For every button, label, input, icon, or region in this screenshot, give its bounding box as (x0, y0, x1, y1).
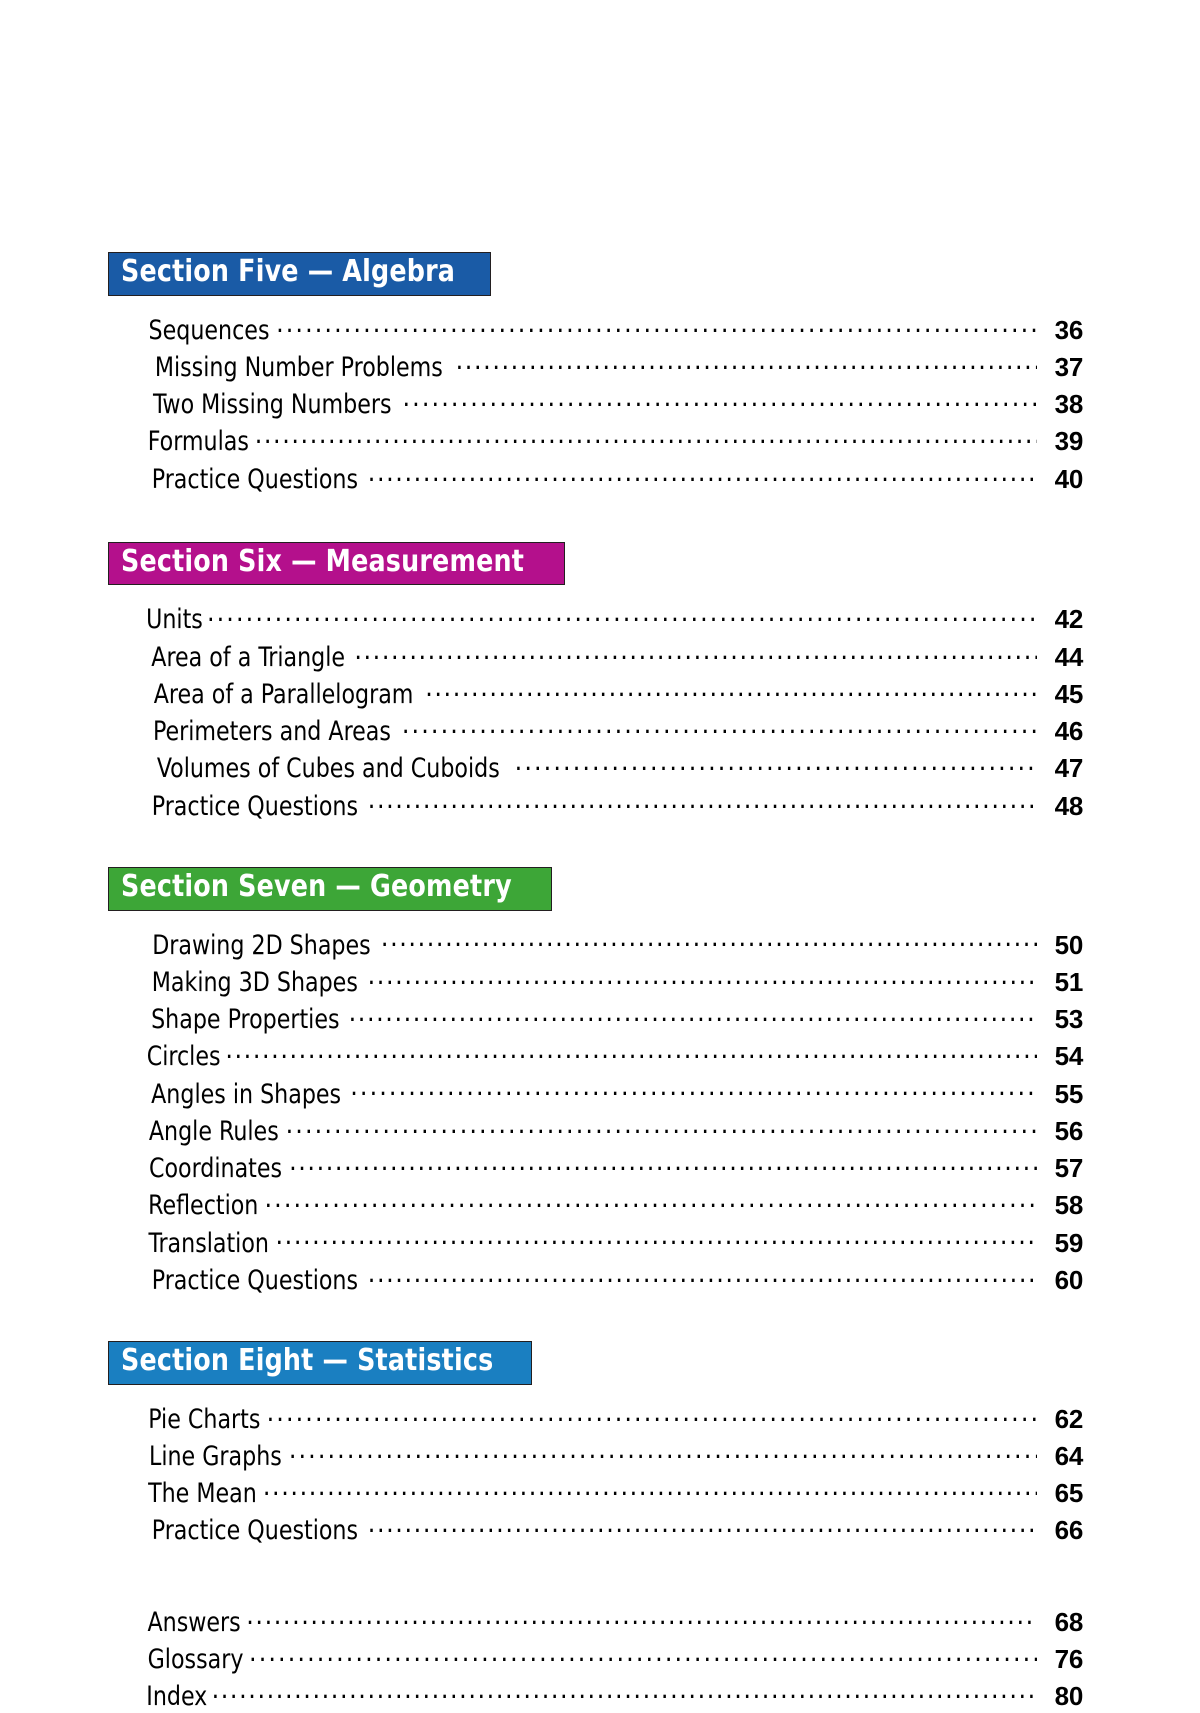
section-banner-label: Section Six — Measurement (121, 543, 525, 579)
section-banner-section-five (108, 252, 491, 296)
toc-entry-page: 44 (1054, 641, 1083, 672)
table-of-contents (108, 252, 1083, 1713)
toc-entry-page: 80 (1054, 1681, 1083, 1712)
toc-entry-title: Answers (147, 1606, 241, 1638)
section-entries-section-eight (108, 1399, 1083, 1548)
toc-entry[interactable] (144, 1639, 1083, 1676)
toc-entry[interactable] (144, 999, 1083, 1036)
toc-entry[interactable] (144, 1676, 1083, 1713)
toc-entry-page: 65 (1054, 1478, 1083, 1509)
toc-leader-dots (265, 1188, 1037, 1215)
toc-entry[interactable] (144, 962, 1083, 999)
toc-entry-page: 62 (1054, 1403, 1083, 1434)
section-spacer (108, 496, 1083, 542)
toc-entry[interactable] (144, 748, 1083, 785)
toc-leader-dots (276, 1225, 1038, 1252)
toc-entry-title: Missing Number Problems (154, 351, 443, 383)
toc-entry-page: 40 (1054, 463, 1083, 494)
section-block-section-five (108, 252, 1083, 496)
toc-entry-page: 47 (1054, 753, 1083, 784)
toc-leader-dots (368, 964, 1037, 991)
section-entries-section-six (108, 599, 1083, 823)
toc-leader-dots (368, 788, 1037, 815)
toc-entry-page: 56 (1054, 1115, 1083, 1146)
toc-entry[interactable] (144, 1473, 1083, 1510)
toc-entry-page: 64 (1054, 1440, 1083, 1471)
toc-entry-page: 51 (1054, 966, 1083, 997)
toc-entry-page: 66 (1054, 1515, 1083, 1546)
toc-entry-title: The Mean (148, 1478, 257, 1510)
toc-entry-page: 45 (1054, 678, 1083, 709)
toc-entry-page: 60 (1054, 1264, 1083, 1295)
toc-entry[interactable] (144, 1510, 1083, 1547)
toc-entry[interactable] (144, 925, 1083, 962)
toc-entry-title: Line Graphs (148, 1440, 282, 1472)
toc-entry[interactable] (144, 1602, 1083, 1639)
section-block-section-six (108, 542, 1083, 823)
toc-leader-dots (368, 1513, 1037, 1540)
toc-entry-page: 36 (1054, 314, 1083, 345)
toc-leader-dots (225, 1039, 1037, 1066)
back-matter-spacer (108, 1548, 1083, 1602)
toc-entry[interactable] (144, 599, 1083, 636)
section-block-section-eight (108, 1341, 1083, 1548)
section-banner-label: Section Seven — Geometry (121, 868, 512, 904)
toc-entry-title: Making 3D Shapes (151, 966, 358, 998)
toc-entry-title: Formulas (147, 426, 249, 458)
toc-entry[interactable] (144, 310, 1083, 347)
section-banner-label: Section Five — Algebra (121, 254, 456, 289)
toc-entry-page: 37 (1054, 351, 1083, 382)
toc-entry-title: Reflection (148, 1190, 259, 1222)
section-banner-section-seven (108, 867, 552, 911)
toc-leader-dots (381, 927, 1037, 954)
toc-entry-title: Coordinates (149, 1153, 283, 1185)
toc-entry[interactable] (144, 1111, 1083, 1148)
toc-leader-dots (212, 1679, 1037, 1706)
toc-entry[interactable] (144, 1223, 1083, 1260)
toc-leader-dots (289, 1438, 1037, 1465)
toc-entry-page: 54 (1054, 1041, 1083, 1072)
toc-entry-title: Shape Properties (151, 1004, 340, 1036)
toc-entry[interactable] (144, 637, 1083, 674)
toc-entry[interactable] (144, 1036, 1083, 1073)
toc-entry-page: 48 (1054, 790, 1083, 821)
toc-leader-dots (249, 1641, 1037, 1668)
toc-leader-dots (289, 1151, 1037, 1178)
toc-entry-page: 76 (1054, 1643, 1083, 1674)
toc-entry-title: Drawing 2D Shapes (152, 929, 371, 961)
toc-entry-title: Sequences (148, 314, 270, 346)
toc-entry-title: Angles in Shapes (151, 1078, 342, 1110)
toc-entry[interactable] (144, 1436, 1083, 1473)
toc-entry[interactable] (144, 1148, 1083, 1185)
toc-leader-dots (207, 602, 1037, 629)
toc-entry[interactable] (144, 786, 1083, 823)
toc-entry-page: 58 (1054, 1190, 1083, 1221)
section-spacer (108, 823, 1083, 867)
toc-entry-page: 38 (1054, 389, 1083, 420)
toc-leader-dots (515, 751, 1037, 778)
toc-entry-page: 68 (1054, 1606, 1083, 1637)
toc-entry[interactable] (144, 459, 1083, 496)
toc-leader-dots (349, 1002, 1037, 1029)
toc-leader-dots (246, 1604, 1037, 1631)
toc-leader-dots (403, 387, 1037, 414)
toc-entry[interactable] (144, 711, 1083, 748)
toc-entry-page: 53 (1054, 1004, 1083, 1035)
toc-entry[interactable] (144, 1185, 1083, 1222)
toc-leader-dots (263, 1476, 1037, 1503)
toc-leader-dots (368, 1262, 1037, 1289)
toc-entry-title: Practice Questions (151, 1264, 359, 1296)
toc-leader-dots (276, 312, 1037, 339)
toc-entry-page: 42 (1054, 604, 1083, 635)
toc-entry-title: Area of a Triangle (151, 641, 346, 673)
toc-entry-title: Index (146, 1681, 208, 1713)
section-banner-section-eight (108, 1341, 532, 1385)
toc-entry-title: Angle Rules (148, 1115, 279, 1147)
toc-entry[interactable] (144, 1260, 1083, 1297)
section-entries-section-seven (108, 925, 1083, 1298)
section-entries-section-five (108, 310, 1083, 496)
toc-entry-title: Glossary (147, 1643, 244, 1675)
toc-leader-dots (255, 424, 1037, 451)
toc-entry-title: Practice Questions (151, 463, 359, 495)
toc-entry-page: 59 (1054, 1227, 1083, 1258)
toc-entry-title: Pie Charts (148, 1403, 261, 1435)
toc-entry-page: 57 (1054, 1153, 1083, 1184)
toc-leader-dots (350, 1076, 1037, 1103)
toc-entry-page: 50 (1054, 929, 1083, 960)
section-banner-label: Section Eight — Statistics (121, 1343, 494, 1379)
toc-entry-title: Units (146, 604, 203, 636)
section-spacer (108, 1297, 1083, 1341)
toc-entry-title: Practice Questions (151, 790, 359, 822)
toc-leader-dots (456, 349, 1037, 376)
toc-entry[interactable] (144, 347, 1083, 384)
toc-entry-title: Volumes of Cubes and Cuboids (156, 753, 500, 785)
back-matter-entries (108, 1602, 1083, 1713)
toc-leader-dots (286, 1113, 1037, 1140)
toc-entry[interactable] (144, 1399, 1083, 1436)
toc-entry-title: Circles (146, 1041, 221, 1073)
section-banner-section-six (108, 542, 565, 586)
toc-entry[interactable] (144, 674, 1083, 711)
toc-leader-dots (402, 714, 1037, 741)
toc-entry[interactable] (144, 421, 1083, 458)
toc-leader-dots (267, 1401, 1037, 1428)
toc-leader-dots (425, 676, 1037, 703)
toc-entry-page: 55 (1054, 1078, 1083, 1109)
toc-entry-title: Perimeters and Areas (152, 716, 391, 748)
toc-entry-page: 39 (1054, 426, 1083, 457)
toc-entry-title: Translation (148, 1227, 269, 1259)
toc-entry-page: 46 (1054, 716, 1083, 747)
toc-entry[interactable] (144, 1074, 1083, 1111)
toc-leader-dots (354, 639, 1037, 666)
toc-entry-title: Two Missing Numbers (152, 389, 392, 421)
toc-leader-dots (368, 461, 1037, 488)
toc-entry[interactable] (144, 384, 1083, 421)
toc-entry-title: Area of a Parallelogram (153, 678, 414, 710)
toc-entry-title: Practice Questions (151, 1515, 359, 1547)
section-block-section-seven (108, 867, 1083, 1297)
